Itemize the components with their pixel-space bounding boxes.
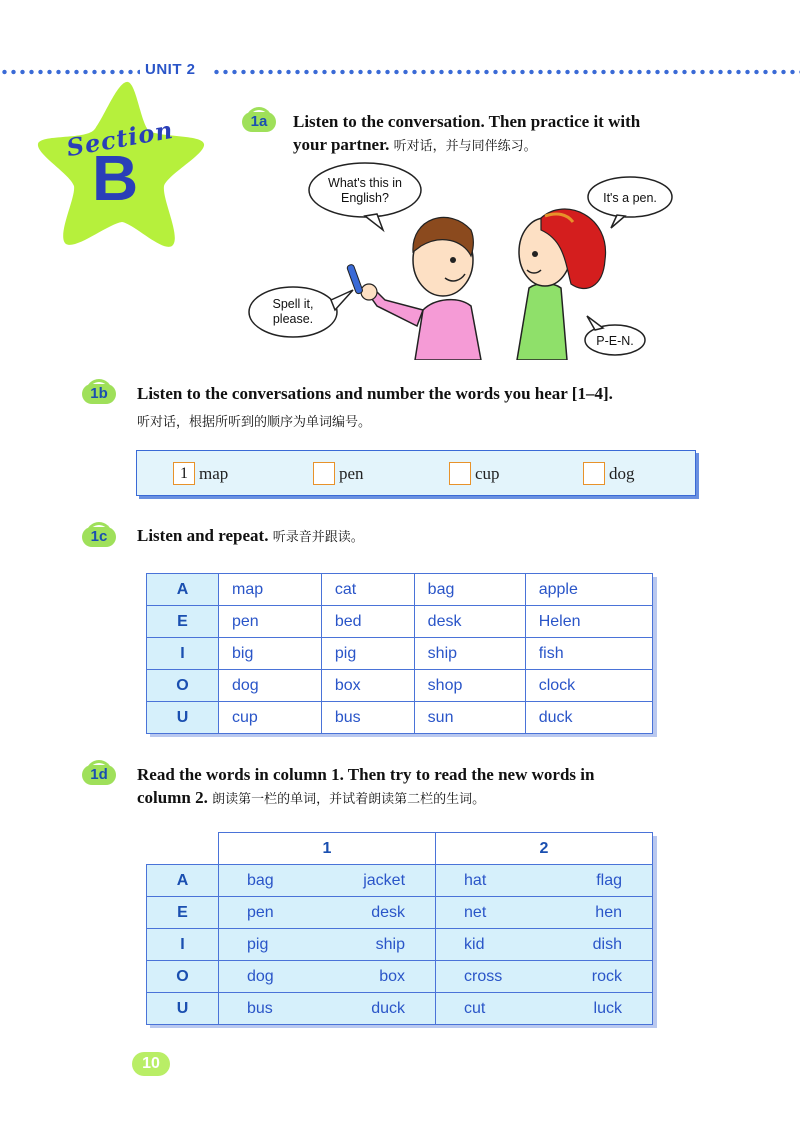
- table-row: [147, 929, 653, 961]
- word: pig: [247, 935, 269, 953]
- header-dotted-line-left: [0, 69, 140, 75]
- word-cell: Helen: [525, 606, 652, 638]
- vowel-cell: A: [147, 574, 219, 606]
- word-pair-cell: [436, 865, 653, 897]
- exercise-1c-badge: 1c: [80, 522, 118, 548]
- word: box: [379, 967, 406, 985]
- page-number: 10: [132, 1052, 170, 1076]
- exercise-1b-instruction-cn: 听对话，根据所听到的顺序为单词编号。: [137, 414, 372, 429]
- word: pen: [247, 903, 274, 921]
- word-label: map: [199, 463, 229, 483]
- word-label: cup: [475, 463, 500, 483]
- unit-label: UNIT 2: [145, 61, 196, 78]
- word-cell: ship: [414, 638, 525, 670]
- table-row: [147, 670, 653, 702]
- exercise-1c-instruction: Listen and repeat. 听录音并跟读。: [137, 526, 364, 545]
- bubble-spell-line2: please.: [272, 312, 314, 326]
- word: net: [464, 903, 487, 921]
- word: bus: [247, 999, 273, 1017]
- boy-figure: [346, 217, 481, 360]
- word-cell: map: [219, 574, 322, 606]
- word: ship: [375, 935, 406, 953]
- vowel-cell: U: [147, 702, 219, 734]
- table-row: [147, 961, 653, 993]
- vowel-cell: O: [147, 670, 219, 702]
- vowel-cell: U: [147, 993, 219, 1025]
- table-header-row: [147, 833, 653, 865]
- word: luck: [593, 999, 622, 1017]
- word-cell: cup: [219, 702, 322, 734]
- word-cell: dog: [219, 670, 322, 702]
- word: jacket: [363, 871, 406, 889]
- vowel-cell: A: [147, 865, 219, 897]
- table-row: [147, 993, 653, 1025]
- word-cell: bag: [414, 574, 525, 606]
- word: desk: [371, 903, 406, 921]
- conversation-illustration: [245, 160, 685, 360]
- word-item: [449, 462, 500, 485]
- speech-bubble-letters: [585, 316, 645, 355]
- exercise-1a-instruction: Listen to the conversation. Then practice it with your partner. 听对话，并与同伴练习。: [293, 112, 641, 154]
- table-row: [147, 702, 653, 734]
- word-cell: sun: [414, 702, 525, 734]
- word: dish: [592, 935, 622, 953]
- word-number-box: [136, 450, 696, 496]
- vowel-cell: O: [147, 961, 219, 993]
- speech-bubble-spell: [249, 287, 353, 337]
- word-pair-cell: [436, 993, 653, 1025]
- word-cell: fish: [525, 638, 652, 670]
- word-pair-cell: [436, 929, 653, 961]
- section-letter: B: [92, 142, 139, 214]
- word-cell: pig: [321, 638, 414, 670]
- word-item: [173, 462, 228, 485]
- bubble-spell-line1: Spell it,: [272, 297, 314, 311]
- word-pair-cell: [219, 865, 436, 897]
- table-row: [147, 865, 653, 897]
- speech-bubble-answer: [588, 177, 672, 228]
- exercise-1d-instruction: Read the words in column 1. Then try to read the new words in column 2. 朗读第一栏的单词，并试着朗读第二栏的生词。: [137, 765, 595, 807]
- word-label: dog: [609, 463, 635, 483]
- word-item: [313, 462, 364, 485]
- exercise-1d-badge: 1d: [80, 760, 118, 786]
- vowel-cell: E: [147, 606, 219, 638]
- table-row: [147, 574, 653, 606]
- word-cell: cat: [321, 574, 414, 606]
- word-cell: duck: [525, 702, 652, 734]
- table-row: [147, 606, 653, 638]
- exercise-1a-badge: 1a: [240, 107, 278, 133]
- number-input-box[interactable]: 1: [173, 462, 195, 485]
- word-cell: big: [219, 638, 322, 670]
- number-input-box[interactable]: [313, 462, 335, 485]
- word-cell: bed: [321, 606, 414, 638]
- word-cell: pen: [219, 606, 322, 638]
- word-cell: bus: [321, 702, 414, 734]
- word-cell: shop: [414, 670, 525, 702]
- exercise-1b-badge: 1b: [80, 379, 118, 405]
- word: cut: [464, 999, 486, 1017]
- word: cross: [464, 967, 503, 985]
- word-cell: apple: [525, 574, 652, 606]
- header-dotted-line-right: [212, 69, 800, 75]
- word-cell: box: [321, 670, 414, 702]
- column-header: 1: [219, 833, 436, 865]
- bubble-question-line1: What's this in: [328, 176, 402, 190]
- word: duck: [371, 999, 406, 1017]
- word-pair-cell: [219, 929, 436, 961]
- word: bag: [247, 871, 274, 889]
- speech-bubble-question: [309, 163, 421, 230]
- word-pair-cell: [436, 961, 653, 993]
- vowel-cell: I: [147, 638, 219, 670]
- column-header: 2: [436, 833, 653, 865]
- table-1c: [146, 573, 653, 734]
- number-input-box[interactable]: [449, 462, 471, 485]
- word: rock: [591, 967, 622, 985]
- section-word: Section: [64, 114, 176, 163]
- table-row: [147, 638, 653, 670]
- word: hen: [595, 903, 622, 921]
- vowel-cell: I: [147, 929, 219, 961]
- word: dog: [247, 967, 274, 985]
- number-input-box[interactable]: [583, 462, 605, 485]
- table-corner: [147, 833, 219, 865]
- word-pair-cell: [219, 897, 436, 929]
- word: kid: [464, 935, 485, 953]
- exercise-1b-instruction: Listen to the conversations and number the words you hear [1–4].: [137, 384, 613, 403]
- bubble-question-line2: English?: [341, 191, 389, 205]
- word-cell: clock: [525, 670, 652, 702]
- word-pair-cell: [219, 993, 436, 1025]
- bubble-answer-text: It's a pen.: [603, 191, 657, 205]
- table-1d: [146, 832, 653, 1025]
- word-pair-cell: [219, 961, 436, 993]
- word-label: pen: [339, 463, 364, 483]
- word-item: [583, 462, 635, 485]
- word: hat: [464, 871, 487, 889]
- word: flag: [596, 871, 622, 889]
- table-row: [147, 897, 653, 929]
- vowel-cell: E: [147, 897, 219, 929]
- word-pair-cell: [436, 897, 653, 929]
- bubble-letters-text: P-E-N.: [596, 334, 634, 348]
- word-cell: desk: [414, 606, 525, 638]
